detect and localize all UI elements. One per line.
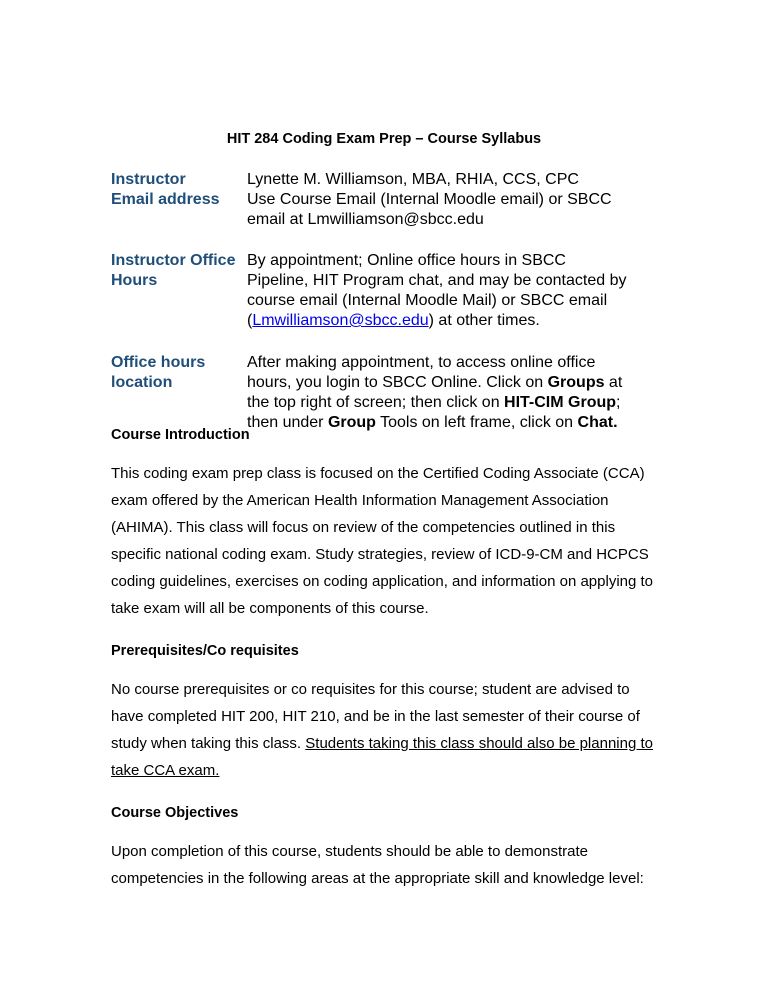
bold-text: Chat.	[577, 414, 618, 431]
course-intro-paragraph	[111, 460, 653, 622]
text-line: coding guidelines, exercises on coding application, and information on applying to	[111, 573, 654, 590]
label-line: Instructor Office	[111, 252, 236, 269]
value-line: course email (Internal Moodle Mail) or SBCC email	[247, 292, 608, 309]
value-line: Pipeline, HIT Program chat, and may be contacted by	[247, 272, 627, 289]
text: study when taking this class.	[111, 735, 306, 752]
text-line: Upon completion of this course, students should be able to demonstrate	[111, 843, 588, 860]
text-line	[111, 757, 653, 784]
instructor-label	[111, 170, 241, 210]
value-line: After making appointment, to access online office	[247, 354, 596, 371]
page-title: HIT 284 Coding Exam Prep – Course Syllabus	[226, 131, 542, 147]
objectives-paragraph	[111, 838, 644, 892]
underlined-text: take CCA exam.	[111, 762, 220, 779]
label-line: Instructor	[111, 171, 186, 188]
value-line: Use Course Email (Internal Moodle email) or SBCC	[247, 191, 612, 208]
value-line	[247, 393, 687, 413]
value-line: Lynette M. Williamson, MBA, RHIA, CCS, CPC	[247, 171, 579, 188]
course-intro-heading: Course Introduction	[111, 427, 250, 443]
email-link[interactable]: Lmwilliamson@sbcc.edu	[252, 312, 429, 329]
value-line	[247, 311, 687, 331]
value-line	[247, 413, 687, 433]
text: at	[604, 374, 623, 391]
value-line	[247, 373, 687, 393]
label-line: Office hours	[111, 354, 206, 371]
bold-text: Group	[327, 414, 376, 431]
office-hours-value	[247, 251, 687, 331]
bold-text: Groups	[547, 374, 605, 391]
text-line	[111, 730, 653, 757]
prereq-paragraph	[111, 676, 653, 784]
label-line: location	[111, 374, 173, 391]
text-line: have completed HIT 200, HIT 210, and be in the last semester of their course of	[111, 708, 640, 725]
text: then under	[247, 414, 328, 431]
text-line: take exam will all be components of this course.	[111, 600, 429, 617]
text: hours, you login to SBCC Online. Click on	[247, 374, 548, 391]
label-line: Email address	[111, 191, 220, 208]
label-line: Hours	[111, 272, 158, 289]
paren: (	[247, 312, 253, 329]
location-label	[111, 353, 241, 393]
text: ) at other times.	[428, 312, 540, 329]
text: the top right of screen; then click on	[247, 394, 505, 411]
text-line: No course prerequisites or co requisites for this course; student are advised to	[111, 681, 630, 698]
location-value	[247, 353, 687, 433]
text-line: (AHIMA). This class will focus on review of the competencies outlined in this	[111, 519, 616, 536]
value-line: By appointment; Online office hours in SBCC	[247, 252, 566, 269]
underlined-text: Students taking this class should also be planning to	[305, 735, 653, 752]
objectives-heading: Course Objectives	[111, 805, 239, 821]
text-line: exam offered by the American Health Information Management Association	[111, 492, 609, 509]
text-line: This coding exam prep class is focused on the Certified Coding Associate (CCA)	[111, 465, 645, 482]
text-line: competencies in the following areas at the appropriate skill and knowledge level:	[111, 870, 644, 887]
text-line: specific national coding exam. Study strategies, review of ICD-9-CM and HCPCS	[111, 546, 649, 563]
office-hours-label	[111, 251, 241, 291]
instructor-value	[247, 170, 687, 230]
prereq-heading: Prerequisites/Co requisites	[111, 643, 299, 659]
value-line: email at Lmwilliamson@sbcc.edu	[247, 211, 484, 228]
text: ;	[616, 394, 621, 411]
bold-text: HIT-CIM Group	[504, 394, 617, 411]
text: Tools on left frame, click on	[375, 414, 578, 431]
